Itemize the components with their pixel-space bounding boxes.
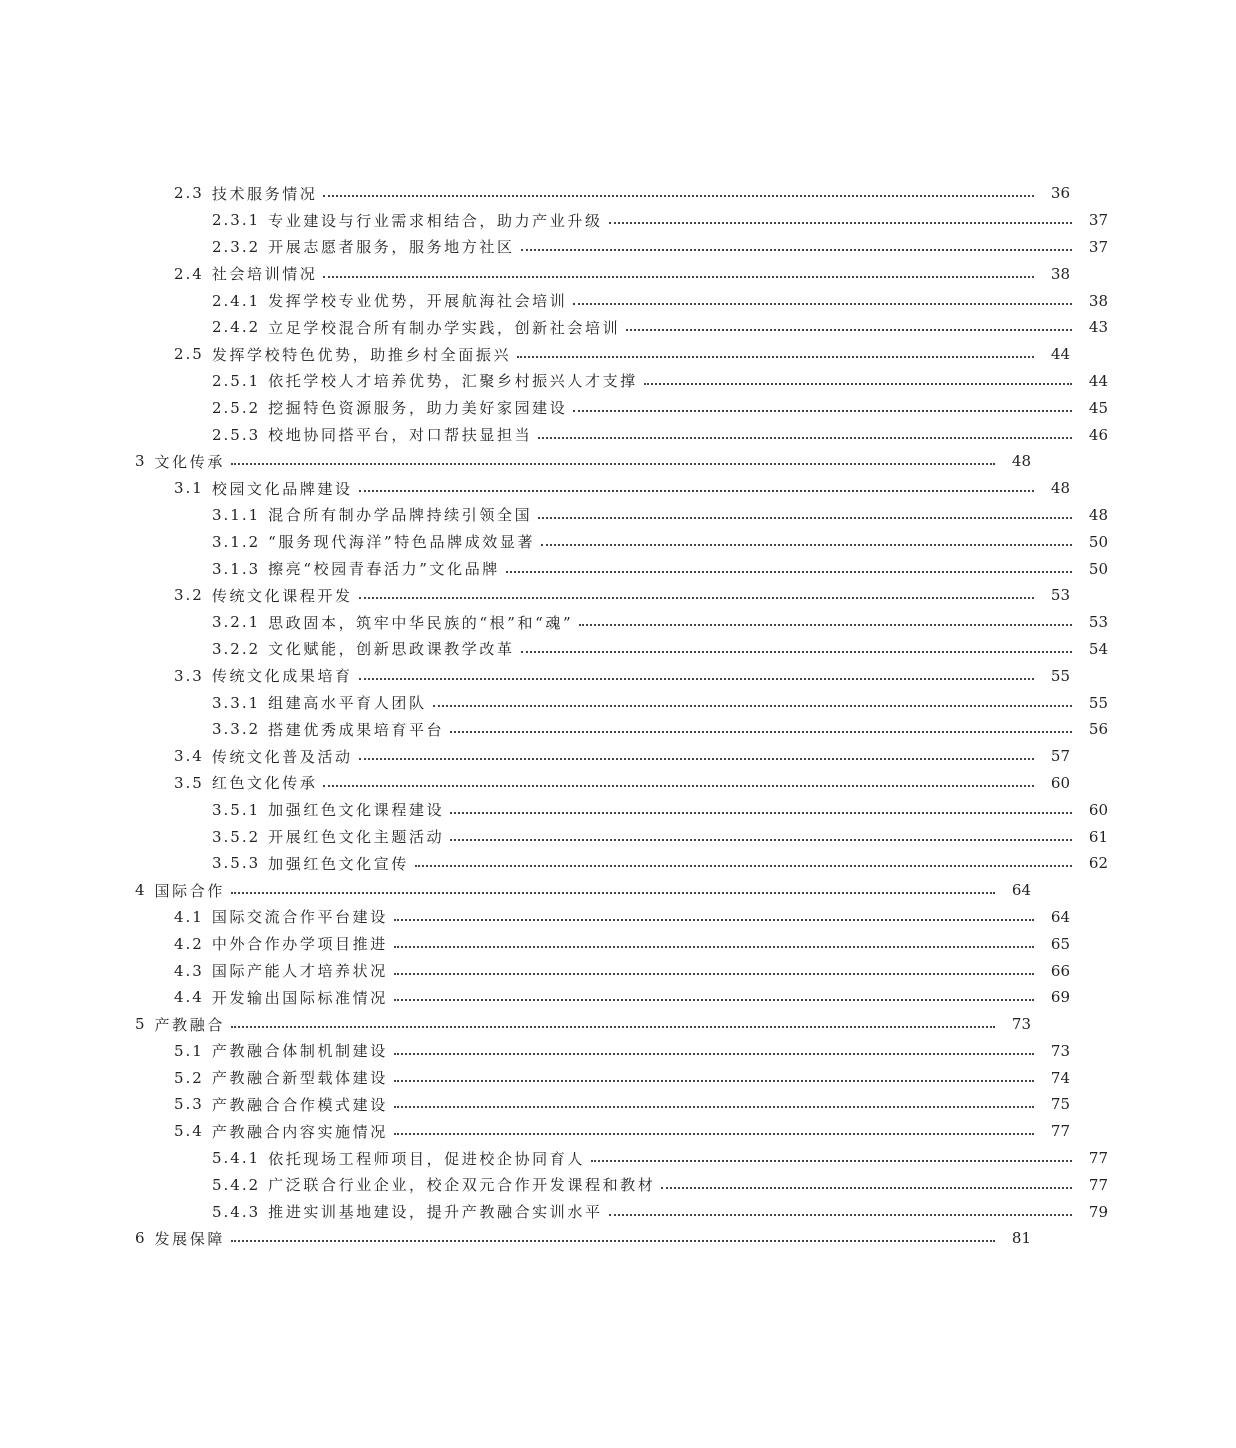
dot-leader <box>506 571 1072 573</box>
toc-entry-page-number: 53 <box>1088 613 1108 632</box>
toc-entry-page-number: 66 <box>1050 961 1070 980</box>
table-of-contents <box>0 180 1108 1252</box>
toc-entry-page-number: 57 <box>1050 747 1070 766</box>
toc-entry-title: 发挥学校特色优势，助推乡村全面振兴 <box>211 345 512 364</box>
dot-leader <box>521 651 1072 653</box>
toc-entry-number: 4.4 <box>174 988 204 1007</box>
toc-entry-number: 2.5.2 <box>212 398 261 417</box>
toc-entry-page-number: 37 <box>1088 237 1108 256</box>
toc-entry-title: 传统文化普及活动 <box>211 747 353 766</box>
toc-entry[interactable] <box>0 448 1159 475</box>
toc-entry[interactable] <box>0 662 1198 689</box>
toc-entry-title: 挖掘特色资源服务，助力美好家园建设 <box>268 399 568 418</box>
toc-entry-number: 6 <box>135 1229 147 1248</box>
dot-leader <box>573 303 1072 305</box>
toc-entry-number: 3.1.3 <box>212 559 261 578</box>
toc-entry-number: 2.5.1 <box>212 371 261 390</box>
toc-entry[interactable] <box>0 636 1236 663</box>
dot-leader <box>433 705 1072 707</box>
toc-entry-page-number: 73 <box>1050 1041 1070 1060</box>
toc-entry-number: 2.4.2 <box>212 318 261 337</box>
toc-entry-number: 4.3 <box>174 961 204 980</box>
dot-leader <box>394 919 1034 921</box>
toc-entry-number: 2.4.1 <box>212 291 261 310</box>
toc-entry-page-number: 79 <box>1088 1202 1108 1221</box>
toc-entry-title: 校地协同搭平台，对口帮扶显担当 <box>268 426 533 445</box>
toc-entry[interactable] <box>0 234 1236 261</box>
dot-leader <box>394 946 1034 948</box>
dot-leader <box>359 490 1034 492</box>
toc-entry-title: 开发输出国际标准情况 <box>211 988 388 1007</box>
toc-entry-title: 产教融合体制机制建设 <box>211 1042 388 1061</box>
toc-entry-page-number: 53 <box>1050 586 1070 605</box>
toc-entry-number: 3.5.1 <box>212 800 261 819</box>
toc-entry[interactable] <box>0 850 1236 877</box>
toc-entry-title: 技术服务情况 <box>211 184 318 203</box>
toc-entry-page-number: 65 <box>1050 934 1070 953</box>
toc-entry-page-number: 48 <box>1050 479 1070 498</box>
toc-entry-page-number: 55 <box>1050 666 1070 685</box>
toc-entry-page-number: 48 <box>1011 452 1031 471</box>
toc-entry[interactable] <box>0 314 1236 341</box>
toc-entry-number: 2.3.2 <box>212 237 261 256</box>
toc-entry[interactable] <box>0 1091 1198 1118</box>
dot-leader <box>394 973 1034 975</box>
toc-entry-title: 立足学校混合所有制办学实践，创新社会培训 <box>268 318 621 337</box>
toc-entry-page-number: 54 <box>1088 639 1108 658</box>
toc-entry-page-number: 60 <box>1050 773 1070 792</box>
toc-entry[interactable] <box>0 904 1198 931</box>
toc-entry[interactable] <box>0 716 1236 743</box>
toc-entry[interactable] <box>0 207 1236 234</box>
toc-entry-title: 开展红色文化主题活动 <box>268 828 445 847</box>
toc-entry-page-number: 50 <box>1088 532 1108 551</box>
toc-entry[interactable] <box>0 689 1236 716</box>
toc-entry-number: 2.5.3 <box>212 425 261 444</box>
toc-entry-title: 搭建优秀成果培育平台 <box>268 720 445 739</box>
toc-entry-number: 4.2 <box>174 934 204 953</box>
toc-entry-number: 3.3.1 <box>212 693 261 712</box>
dot-leader <box>573 410 1072 412</box>
toc-entry-title: 依托学校人才培养优势，汇聚乡村振兴人才支撑 <box>268 372 638 391</box>
toc-entry-page-number: 77 <box>1088 1175 1108 1194</box>
dot-leader <box>359 758 1034 760</box>
toc-entry-number: 2.4 <box>174 264 204 283</box>
toc-entry-number: 2.3 <box>174 184 204 203</box>
dot-leader <box>394 1133 1034 1135</box>
toc-entry-number: 5.2 <box>174 1068 204 1087</box>
toc-entry-title: 产教融合 <box>154 1015 225 1034</box>
dot-leader <box>450 839 1072 841</box>
toc-entry-title: 擦亮“校园青春活力”文化品牌 <box>268 560 500 579</box>
dot-leader <box>609 222 1072 224</box>
toc-entry-page-number: 77 <box>1050 1122 1070 1141</box>
toc-entry-number: 4.1 <box>174 907 204 926</box>
toc-entry-title: 校园文化品牌建设 <box>211 479 353 498</box>
toc-entry-title: 广泛联合行业企业，校企双元合作开发课程和教材 <box>268 1176 656 1195</box>
dot-leader <box>394 1080 1034 1082</box>
toc-entry-title: 加强红色文化宣传 <box>268 854 409 873</box>
toc-entry-page-number: 44 <box>1050 345 1070 364</box>
toc-entry[interactable] <box>0 180 1198 207</box>
dot-leader <box>323 276 1034 278</box>
toc-entry-number: 3 <box>135 452 147 471</box>
toc-entry-page-number: 38 <box>1088 291 1108 310</box>
dot-leader <box>359 678 1034 680</box>
dot-leader <box>415 865 1072 867</box>
toc-entry-number: 4 <box>135 881 147 900</box>
toc-entry-title: 中外合作办学项目推进 <box>211 935 388 954</box>
toc-entry[interactable] <box>0 823 1236 850</box>
toc-entry-page-number: 73 <box>1011 1015 1031 1034</box>
toc-entry-title: 红色文化传承 <box>211 774 318 793</box>
toc-entry[interactable] <box>0 1225 1159 1252</box>
toc-entry-page-number: 64 <box>1050 907 1070 926</box>
toc-entry-number: 3.4 <box>174 747 204 766</box>
toc-entry[interactable] <box>0 609 1236 636</box>
dot-leader <box>323 785 1034 787</box>
toc-entry[interactable] <box>0 555 1236 582</box>
toc-entry-title: 产教融合内容实施情况 <box>211 1122 388 1141</box>
toc-entry[interactable] <box>0 984 1198 1011</box>
toc-entry[interactable] <box>0 528 1236 555</box>
toc-entry-title: 组建高水平育人团队 <box>268 694 427 713</box>
toc-entry-number: 5.4 <box>174 1122 204 1141</box>
toc-entry-number: 3.1 <box>174 479 204 498</box>
toc-entry-page-number: 50 <box>1088 559 1108 578</box>
toc-entry[interactable] <box>0 368 1236 395</box>
toc-entry-page-number: 36 <box>1050 184 1070 203</box>
toc-entry-page-number: 61 <box>1088 827 1108 846</box>
toc-entry-page-number: 77 <box>1088 1149 1108 1168</box>
toc-entry-number: 5 <box>135 1015 147 1034</box>
toc-entry-number: 3.5 <box>174 773 204 792</box>
toc-entry[interactable] <box>0 421 1236 448</box>
toc-entry-page-number: 74 <box>1050 1068 1070 1087</box>
toc-entry[interactable] <box>0 877 1159 904</box>
toc-entry-page-number: 46 <box>1088 425 1108 444</box>
dot-leader <box>517 356 1034 358</box>
toc-entry-number: 5.4.2 <box>212 1175 261 1194</box>
dot-leader <box>644 383 1072 385</box>
toc-entry-page-number: 62 <box>1088 854 1108 873</box>
toc-entry-title: 加强红色文化课程建设 <box>268 801 445 820</box>
toc-entry[interactable] <box>0 796 1236 823</box>
dot-leader <box>231 463 995 465</box>
toc-entry[interactable] <box>0 582 1198 609</box>
toc-entry-page-number: 55 <box>1088 693 1108 712</box>
toc-entry[interactable] <box>0 1038 1198 1065</box>
toc-entry[interactable] <box>0 260 1198 287</box>
dot-leader <box>450 731 1072 733</box>
toc-entry-number: 5.1 <box>174 1041 204 1060</box>
dot-leader <box>323 195 1034 197</box>
toc-entry-title: 国际交流合作平台建设 <box>211 908 388 927</box>
toc-entry-page-number: 69 <box>1050 988 1070 1007</box>
toc-entry-page-number: 37 <box>1088 211 1108 230</box>
toc-entry-page-number: 81 <box>1011 1229 1031 1248</box>
toc-entry-number: 2.3.1 <box>212 211 261 230</box>
toc-entry-number: 5.4.1 <box>212 1149 261 1168</box>
dot-leader <box>579 624 1072 626</box>
toc-entry[interactable] <box>0 1118 1198 1145</box>
toc-entry-title: 文化赋能，创新思政课教学改革 <box>268 640 515 659</box>
toc-entry-number: 3.2.1 <box>212 613 261 632</box>
toc-entry-title: “服务现代海洋”特色品牌成效显著 <box>268 533 536 552</box>
toc-entry-title: 混合所有制办学品牌持续引领全国 <box>268 506 533 525</box>
dot-leader <box>538 517 1072 519</box>
toc-entry[interactable] <box>0 1171 1236 1198</box>
toc-entry-number: 3.2 <box>174 586 204 605</box>
dot-leader <box>231 1026 995 1028</box>
toc-entry-title: 传统文化课程开发 <box>211 586 353 605</box>
toc-entry-title: 发挥学校专业优势，开展航海社会培训 <box>268 292 568 311</box>
toc-entry[interactable] <box>0 475 1198 502</box>
toc-entry-number: 3.1.1 <box>212 505 261 524</box>
toc-entry[interactable] <box>0 1011 1159 1038</box>
dot-leader <box>521 249 1072 251</box>
toc-entry-title: 专业建设与行业需求相结合，助力产业升级 <box>268 211 603 230</box>
dot-leader <box>626 329 1072 331</box>
toc-entry[interactable] <box>0 341 1198 368</box>
dot-leader <box>394 1106 1034 1108</box>
dot-leader <box>394 999 1034 1001</box>
toc-entry[interactable] <box>0 287 1236 314</box>
toc-entry-number: 3.5.3 <box>212 854 261 873</box>
dot-leader <box>231 1240 995 1242</box>
toc-entry-title: 传统文化成果培育 <box>211 667 353 686</box>
dot-leader <box>538 437 1072 439</box>
toc-entry[interactable] <box>0 502 1236 529</box>
toc-entry-page-number: 43 <box>1088 318 1108 337</box>
toc-entry-page-number: 45 <box>1088 398 1108 417</box>
toc-entry-page-number: 64 <box>1011 881 1031 900</box>
dot-leader <box>661 1187 1072 1189</box>
toc-entry[interactable] <box>0 1198 1236 1225</box>
toc-entry-title: 产教融合新型载体建设 <box>211 1069 388 1088</box>
toc-entry[interactable] <box>0 770 1198 797</box>
toc-entry[interactable] <box>0 394 1236 421</box>
toc-entry-number: 5.3 <box>174 1095 204 1114</box>
dot-leader <box>231 892 995 894</box>
toc-entry-title: 思政固本，筑牢中华民族的“根”和“魂” <box>268 613 574 632</box>
toc-entry-number: 3.2.2 <box>212 639 261 658</box>
toc-entry[interactable] <box>0 930 1198 957</box>
toc-entry-number: 3.5.2 <box>212 827 261 846</box>
toc-entry-page-number: 56 <box>1088 720 1108 739</box>
toc-entry-title: 社会培训情况 <box>211 265 318 284</box>
toc-entry-number: 2.5 <box>174 345 204 364</box>
toc-entry-number: 3.3.2 <box>212 720 261 739</box>
toc-entry[interactable] <box>0 1064 1198 1091</box>
toc-entry[interactable] <box>0 957 1198 984</box>
toc-entry-page-number: 60 <box>1088 800 1108 819</box>
toc-entry-page-number: 38 <box>1050 264 1070 283</box>
toc-entry-number: 3.1.2 <box>212 532 261 551</box>
toc-entry-title: 产教融合合作模式建设 <box>211 1095 388 1114</box>
toc-entry[interactable] <box>0 743 1198 770</box>
toc-entry-title: 开展志愿者服务，服务地方社区 <box>268 238 515 257</box>
toc-entry-page-number: 44 <box>1088 371 1108 390</box>
toc-entry-title: 国际产能人才培养状况 <box>211 962 388 980</box>
toc-entry-title: 推进实训基地建设，提升产教融合实训水平 <box>268 1203 603 1222</box>
toc-entry-title: 国际合作 <box>154 881 225 900</box>
toc-entry-title: 依托现场工程师项目，促进校企协同育人 <box>268 1149 585 1168</box>
toc-entry-number: 3.3 <box>174 666 204 685</box>
dot-leader <box>394 1053 1034 1055</box>
dot-leader <box>450 812 1072 814</box>
toc-entry-title: 发展保障 <box>154 1229 225 1248</box>
toc-entry[interactable] <box>0 1145 1236 1172</box>
dot-leader <box>591 1160 1072 1162</box>
dot-leader <box>359 597 1034 599</box>
toc-entry-title: 文化传承 <box>154 452 225 471</box>
dot-leader <box>609 1214 1072 1216</box>
dot-leader <box>541 544 1072 546</box>
toc-entry-page-number: 48 <box>1088 505 1108 524</box>
toc-entry-page-number: 75 <box>1050 1095 1070 1114</box>
toc-entry-number: 5.4.3 <box>212 1202 261 1221</box>
